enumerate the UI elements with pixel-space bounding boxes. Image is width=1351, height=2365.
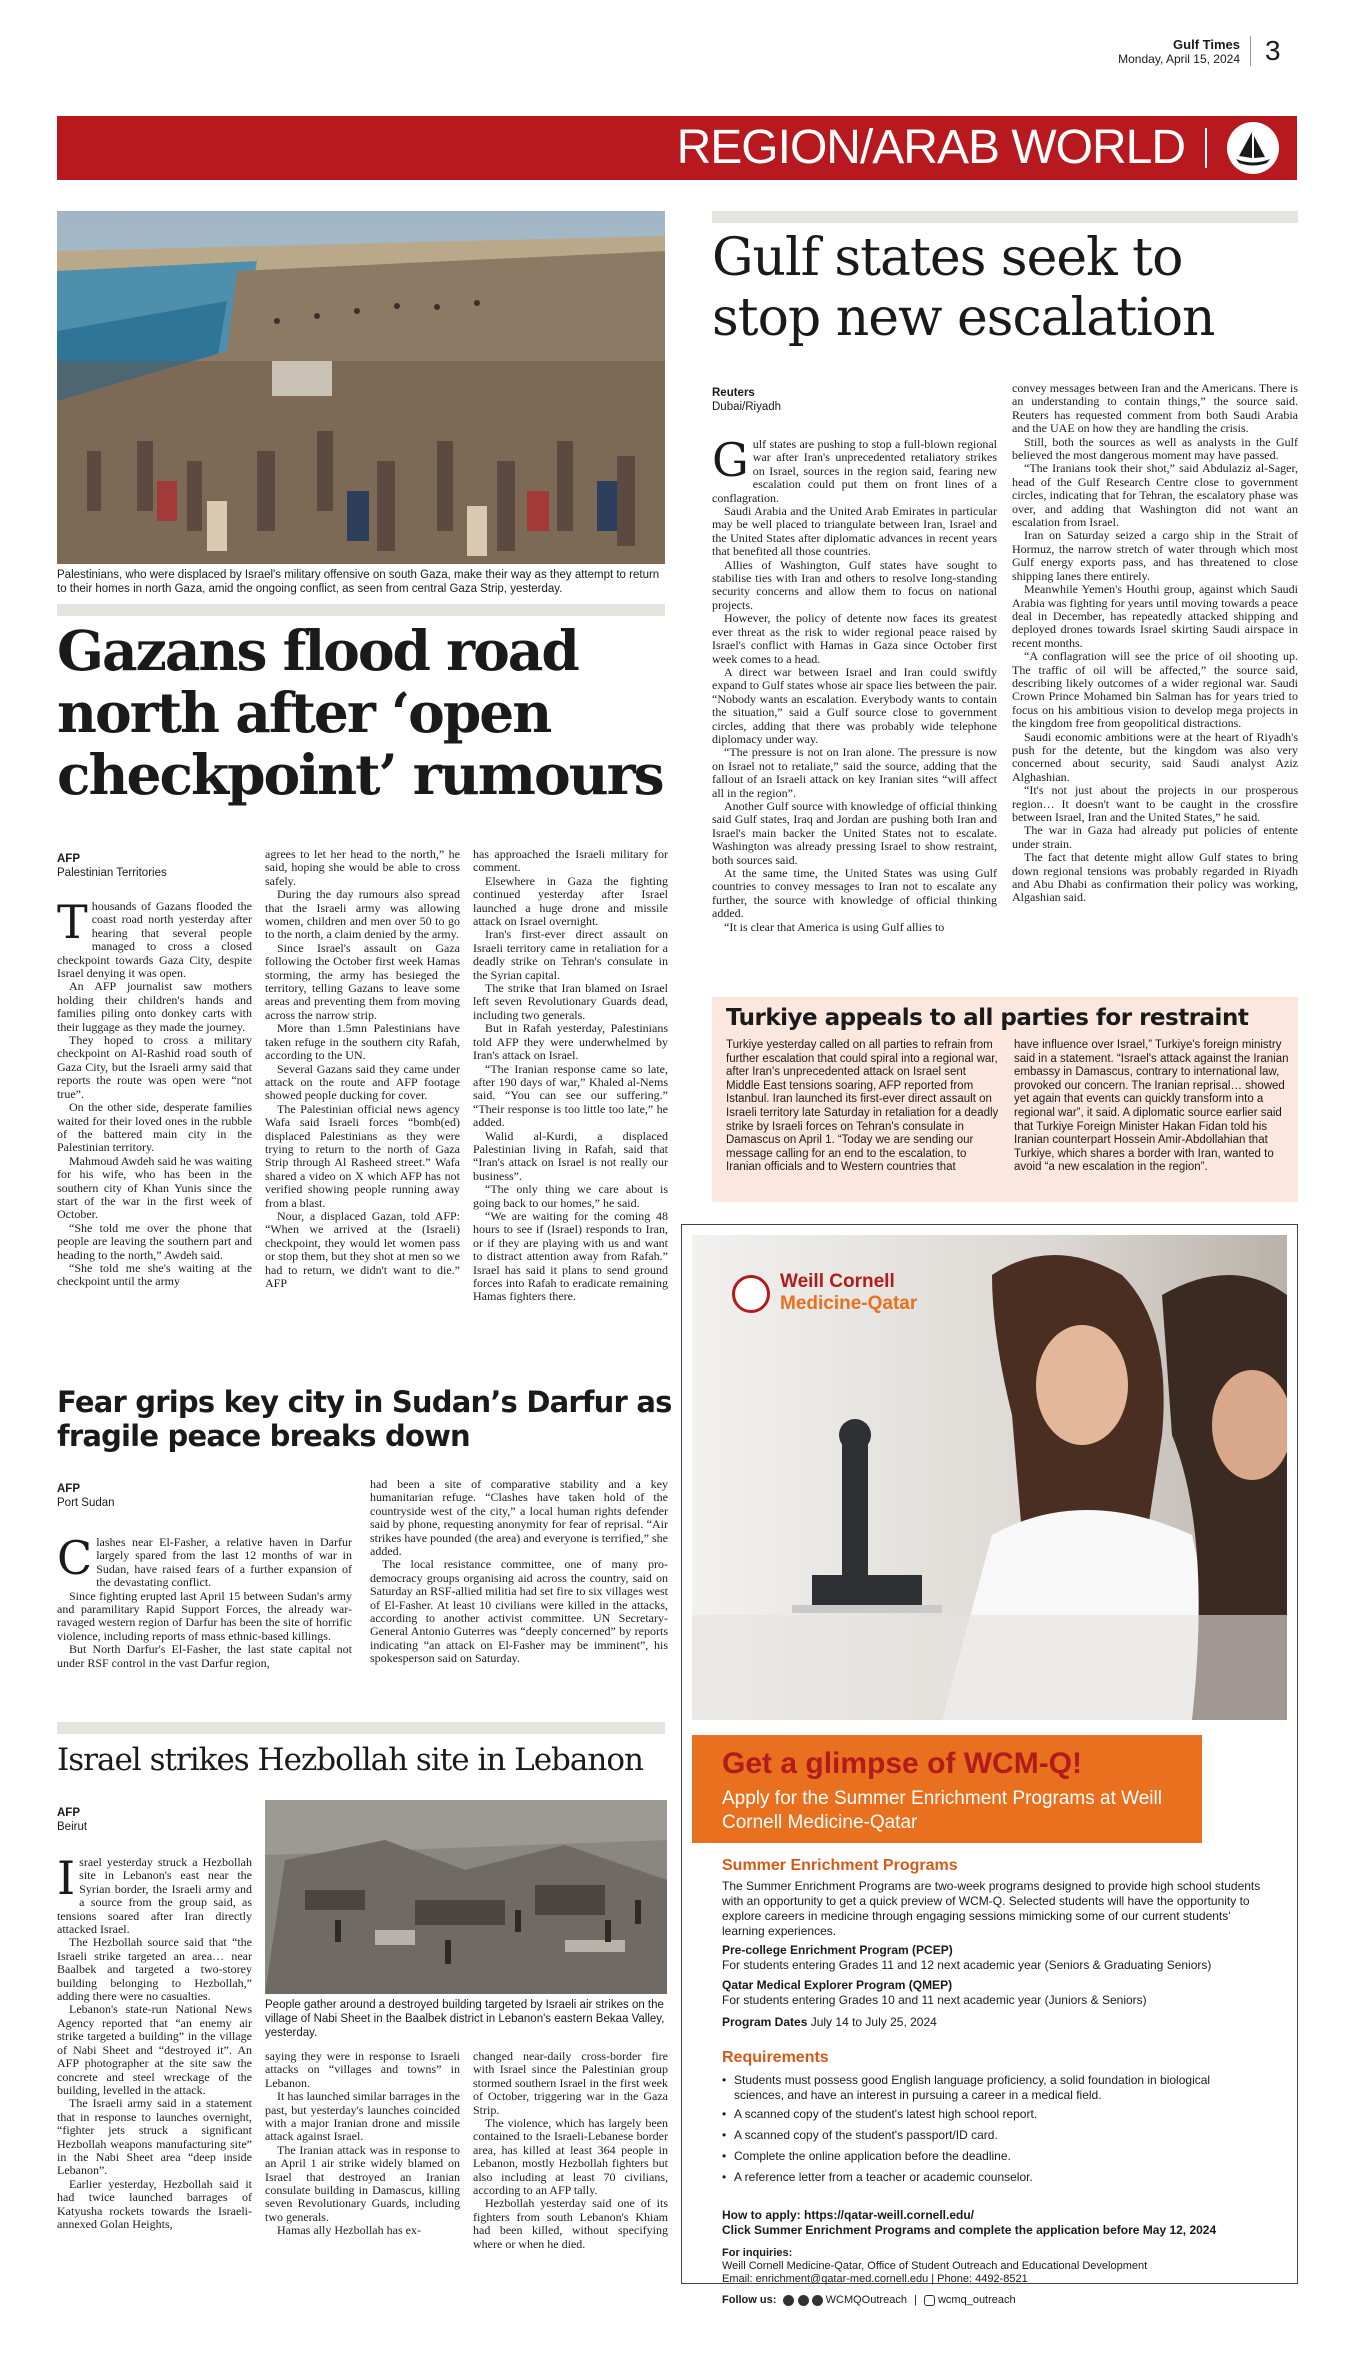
lebanon-photo-caption: People gather around a destroyed building targeted by Israeli air strikes on the village of Nabi Sheet in the Baalbek district in Lebanon's eastern Bekaa Valley, yesterday. (265, 1999, 665, 2039)
pcep-description: For students entering Grades 11 and 12 next academic year (Seniors & Graduating Seniors) (722, 1958, 1212, 1972)
paragraph: The Israeli army said in a statement that in response to launches overnight, “fighter jets struck a significant Hezbollah weapons manufacturing site” in the Nabi Sheet area “deep inside Lebanon”. (57, 2096, 252, 2178)
paragraph: Several Gazans said they came under attack on the route and AFP footage showed people ducking for cover. (265, 1061, 460, 1103)
paragraph: Hezbollah yesterday said one of its fighters from south Lebanon's Khiam had been killed, without specifying where or when he died. (473, 2196, 668, 2251)
ad-subhead: Apply for the Summer Enrichment Programs at Weill Cornell Medicine-Qatar (722, 1788, 1162, 1833)
lebanon-column-1 (57, 1856, 252, 2282)
paragraph: changed near-daily cross-border fire with Israel since the Palestinian group stormed southern Israel in the first week of October, triggering war in the Gaza Strip. (473, 2050, 668, 2117)
gulf-byline-place: Dubai/Riyadh (712, 401, 782, 413)
paragraph: Allies of Washington, Gulf states have sought to stabilise ties with Iran and others to resolve long-standing security concerns and allow them to focus on national projects. (712, 557, 997, 612)
paragraph: The local resistance committee, one of many pro-democracy groups organising aid across the country, said on Saturday an RSF-allied militia had set fire to six villages west of El-Fasher. At least 10 civilians were killed in the attacks, according to another activist committee. UN Secretary-General Antonio Guterres was “deeply concerned” by reports indicating “an attack on El-Fasher may be imminent”, his spokesperson said on Saturday. (370, 1557, 668, 1666)
paragraph: An AFP journalist saw mothers holding their children's hands and families piling onto donkey carts with their luggage as they made the journey. (57, 979, 252, 1034)
qmep-title: Qatar Medical Explorer Program (QMEP) (722, 1978, 953, 1992)
follow-label: Follow us: (722, 2294, 777, 2306)
paragraph: Walid al-Kurdi, a displaced Palestinian living in Rafah, said that “Iran's attack on Israel is not really our business”. (473, 1128, 668, 1183)
lebanon-byline-agency: AFP (57, 1807, 80, 1819)
paragraph: The Iranian attack was in response to an April 1 air strike widely blamed on Israel that destroyed an Iranian consulate building in Damascus, killing seven Revolutionary Guards, including two generals. (265, 2142, 460, 2224)
list-item: • A scanned copy of the student's passport/ID card. (722, 2128, 1262, 2143)
pcep-title: Pre-college Enrichment Program (PCEP) (722, 1943, 953, 1957)
paragraph: The war in Gaza had already put policies of entente under strain. (1012, 823, 1298, 851)
paragraph: However, the policy of detente now faces its greatest ever threat as the risk to wider regional peace raised by Israel's conflict with Hamas in Gaza since October first week comes to a head. (712, 611, 997, 666)
paragraph: convey messages between Iran and the Americans. There is an understanding to contain things,” the source said. Reuters has requested comment from both Saudi Arabia and the UAE on how they are handling the crisis. (1012, 382, 1298, 436)
paragraph: agrees to let her head to the north,” he said, hoping she would be able to cross safely. (265, 848, 460, 888)
paragraph: “The Iranian response came so late, after 190 days of war,” Khaled al-Nems said. “You can see our suffering.” “Their response is too little too late,” he added. (473, 1061, 668, 1130)
wcmq-advertisement[interactable] (681, 1224, 1298, 2306)
dhow-logo-icon (1227, 122, 1279, 174)
section-title: REGION/ARAB WORLD (676, 121, 1185, 174)
wcmq-logo (732, 1271, 972, 1331)
inquiries-line-1: Weill Cornell Medicine-Qatar, Office of Student Outreach and Educational Development (722, 2260, 1148, 2272)
paragraph: srael yesterday struck a Hezbollah site in Lebanon's east near the Syrian border, the Israeli army and a source from the group said, as tensions soared after Iran directly attacked Israel. (57, 1856, 252, 1937)
paragraph: Hamas ally Hezbollah has ex- (277, 2223, 421, 2238)
publication-name: Gulf Times (1173, 37, 1240, 52)
paragraph: They hoped to cross a military checkpoint on Al-Rashid road south of Gaza City, but the Israeli army said that reports the route was open were “not true”. (57, 1033, 252, 1101)
section-rule (712, 211, 1298, 223)
gulf-byline-agency: Reuters (712, 387, 755, 399)
ad-headline: Get a glimpse of WCM-Q! (722, 1747, 1082, 1780)
ad-lab-photo (692, 1235, 1287, 1720)
inquiries-title: For inquiries: (722, 2247, 793, 2259)
paragraph: “We are waiting for the coming 48 hours to see if (Israel) responds to Iran, or if they are playing with us and want to distract attention away from Rafah.” Israel has said it plans to send ground forces into Rafah to eradicate remaining Hamas fighters there. (473, 1208, 668, 1304)
sudan-byline-agency: AFP (57, 1483, 80, 1495)
drop-cap: T (57, 900, 88, 949)
turkiye-column-1: Turkiye yesterday called on all parties to refrain from further escalation that could spiral into a regional war, after Iran's unprecedented attack on Israel sent Middle East tensions soaring, AFP reported from Istanbul. Iran launched its first-ever direct assault on Israeli territory late Saturday in retaliation for a deadly strike by Israeli forces on Tehran's consulate in Damascus on April 1. “Today we are sending our message calling for an end to the escalation, to Iranian officials and to Western countries that (726, 1039, 999, 1174)
requirements-list (722, 2073, 1262, 2185)
gulf-headline: Gulf states seek to stop new escalation (712, 228, 1215, 348)
section-rule (57, 604, 665, 616)
lebanon-headline: Israel strikes Hezbollah site in Lebanon (57, 1742, 643, 1778)
gaza-photo-caption: Palestinians, who were displaced by Israel's military offensive on south Gaza, make their way as they attempt to return to their homes in north Gaza, amid the ongoing conflict, as seen from central Gaza Strip, yesterday. (57, 569, 660, 595)
paragraph: “A conflagration will see the price of oil shooting up. The traffic of oil will be affected,” the source said, describing likely outcomes of a wider regional war. Saudi Crown Prince Mohamed bin Salman has for years tried to focus on his ambitious vision to develop mega projects in the kingdom free from geopolitical distractions. (1012, 649, 1298, 731)
paragraph: The fact that detente might allow Gulf states to bring down regional tensions was probably regarded in Riyadh and Abu Dhabi as confirmation their policy was working, Algashian said. (1012, 850, 1298, 905)
paragraph: Another Gulf source with knowledge of official thinking said Gulf states, Iraq and Jordan are pushing both Iran and Israel's main backer the United States not to escalate. Washington was already pressing Israel to show restraint, both sources said. (712, 798, 997, 867)
paragraph: But in Rafah yesterday, Palestinians told AFP they were underwhelmed by Iran's attack on Israel. (473, 1021, 668, 1063)
paragraph: Mahmoud Awdeh said he was waiting for his wife, who has been in the southern city of Khan Yunis since the start of the war in the first week of October. (57, 1153, 252, 1222)
paragraph: “It's not just about the projects in our prosperous region… It doesn't want to be caught in the crossfire between Israel, Iran and the United States,” he said. (1012, 783, 1298, 824)
drop-cap: I (57, 1856, 76, 1905)
section-rule (57, 1722, 665, 1734)
paragraph: has approached the Israeli military for comment. (473, 848, 668, 875)
paragraph: saying they were in response to Israeli attacks on “villages and towns” in Lebanon. (265, 2050, 460, 2090)
paragraph: Saudi Arabia and the United Arab Emirates in particular may be well placed to triangulate between Iran, Israel and the United States after diplomatic advances in recent years that benefited all those countries. (712, 504, 997, 559)
paragraph: Since Israel's assault on Gaza following the October first week Hamas storming, the army has besieged the territory, telling Gazans to leave some areas and preventing them from moving across the narrow strip. (265, 940, 460, 1022)
gaza-byline-place: Palestinian Territories (57, 867, 167, 879)
programs-title: Summer Enrichment Programs (722, 1857, 958, 1874)
apply-link[interactable]: How to apply: https://qatar-weill.cornell.edu/ (722, 2208, 975, 2222)
gaza-column-2 (265, 848, 460, 1370)
paragraph: It has launched similar barrages in the past, but yesterday's launches coincided with a major Iranian drone and missile attack against Israel. (265, 2089, 460, 2144)
sudan-column-1 (57, 1536, 352, 1732)
list-item: • A reference letter from a teacher or academic counselor. (722, 2170, 1262, 2185)
paragraph: “It is clear that America is using Gulf allies to (724, 919, 945, 934)
follow-handle-1[interactable]: WCMQOutreach (825, 2294, 907, 2306)
paragraph: Lebanon's state-run National News Agency reported that “an enemy air strike targeted a building” in the village of Nabi Sheet and “destroyed it”. An AFP photographer at the site saw the concrete and steel wreckage of the building, levelled in the attack. (57, 2002, 252, 2097)
follow-handle-2[interactable]: wcmq_outreach (937, 2294, 1016, 2306)
paragraph: Since fighting erupted last April 15 between Sudan's army and paramilitary Rapid Support Forces, the already war-ravaged western region of Darfur has been the site of horrific violence, including reports of mass ethnic-based killings. (57, 1588, 352, 1643)
paragraph: “She told me over the phone that people are leaving the southern part and heading to the north,” Awdeh said. (57, 1220, 252, 1262)
paragraph: On the other side, desperate families waited for their loved ones in the rubble of the battered main city in the Palestinian territory. (57, 1100, 252, 1155)
paragraph: “The pressure is not on Iran alone. The pressure is now on Israel not to retaliate,” said the source, adding that the fallout of an Israeli attack on key Iranian sites “will affect all in the region”. (712, 745, 997, 800)
paragraph: The violence, which has largely been contained to the Israeli-Lebanese border area, has killed at least 364 people in Lebanon, mostly Hezbollah fighters but also including at least 70 civilians, according to an AFP tally. (473, 2116, 668, 2198)
gaza-byline-agency: AFP (57, 853, 80, 865)
program-dates-value: July 14 to July 25, 2024 (810, 2015, 937, 2029)
requirements-title: Requirements (722, 2049, 829, 2066)
banner-divider (1205, 128, 1207, 168)
gaza-headline: Gazans flood road north after ‘open checkpoint’ rumours (57, 618, 663, 807)
gaza-column-3 (473, 848, 668, 1370)
lebanon-byline-place: Beirut (57, 1821, 88, 1833)
list-item: • A scanned copy of the student's latest high school report. (722, 2107, 1262, 2122)
list-item: • Students must possess good English language proficiency, a solid foundation in biological sciences, and have an interest in pursuing a career in a medical field. (722, 2073, 1262, 2103)
instagram-icon[interactable] (924, 2295, 935, 2306)
page-number: 3 (1250, 36, 1300, 66)
facebook-icon[interactable] (798, 2295, 809, 2306)
wcmq-brand-line1: Weill Cornell (780, 1271, 895, 1292)
paragraph: During the day rumours also spread that the Israeli army was allowing women, children and men over 50 to go to the north, a claim denied by the army. (265, 887, 460, 942)
apply-instruction: Click Summer Enrichment Programs and complete the application before May 12, 2024 (722, 2223, 1217, 2237)
drop-cap: G (712, 438, 749, 487)
inquiries-line-2: Email: enrichment@qatar-med.cornell.edu | Phone: 4492-8521 (722, 2273, 1028, 2285)
paragraph: lashes near El-Fasher, a relative haven in Darfur largely spared from the last 12 months of war in Sudan, have raised fears of a further expansion of the devastating conflict. (96, 1536, 352, 1590)
social-follow: Follow us: WCMQOutreach | wcmq_outreach (722, 2294, 1016, 2306)
paragraph: ulf states are pushing to stop a full-blown regional war after Iran's unprecedented retaliatory strikes on Israel, sources in the region said, fearing new escalation could put them on front lines of a conflagration. (712, 438, 997, 505)
paragraph: housands of Gazans flooded the coast road north yesterday after hearing that several people managed to cross a closed checkpoint towards Gaza City, despite Israel denying it was open. (57, 900, 252, 981)
paragraph: had been a site of comparative stability and a key humanitarian refuge. “Clashes have taken hold of the countryside west of the city,” a local human rights defender said by phone, requesting anonymity for fear of reprisal. “Air strikes have pounded (the area) and everyone is terrified,” she added. (370, 1478, 668, 1559)
cornell-seal-icon (732, 1275, 770, 1313)
sudan-byline-place: Port Sudan (57, 1497, 115, 1509)
twitter-icon[interactable] (783, 2295, 794, 2306)
program-dates-label: Program Dates (722, 2015, 808, 2029)
paragraph: More than 1.5mn Palestinians have taken refuge in the southern city Rafah, according to the UN. (265, 1021, 460, 1063)
paragraph: The Palestinian official news agency Wafa said Israeli forces “bomb(ed) displaced Palestinians as they were trying to return to the north of Gaza Strip through Al Rasheed street.” Wafa shared a video on X which AFP has not verified showing people running away from a blast. (265, 1101, 460, 1210)
turkiye-headline: Turkiye appeals to all parties for restraint (726, 1005, 1249, 1031)
youtube-icon[interactable] (812, 2295, 823, 2306)
lebanon-column-2 (265, 2050, 460, 2282)
list-item: • Complete the online application before the deadline. (722, 2149, 1262, 2164)
wcmq-brand-line2: Medicine-Qatar (780, 1293, 918, 1314)
lebanon-photo (265, 1800, 667, 1994)
paragraph: Meanwhile Yemen's Houthi group, against which Saudi Arabia was fighting for years until moving towards a peace deal in December, has repeatedly attacked shipping and deployed drones towards Israel skirting Saudi airspace in recent months. (1012, 582, 1298, 650)
paragraph: “The only thing we care about is going back to our homes,” he said. (473, 1182, 668, 1210)
ad-orange-banner (692, 1735, 1202, 1843)
paragraph: Saudi economic ambitions were at the heart of Riyadh's push for the detente, but the kingdom was also very concerned about security, said Saudi analyst Aziz Alghashian. (1012, 729, 1298, 784)
qmep-description: For students entering Grades 10 and 11 next academic year (Juniors & Seniors) (722, 1993, 1147, 2007)
gulf-column-1 (712, 438, 997, 990)
publication-date: Monday, April 15, 2024 (1118, 52, 1240, 66)
paragraph: A direct war between Israel and Iran could swiftly expand to Gulf states whose air space lies between the pair. “Nobody wants an escalation. Everybody wants to contain the situation,” said a Gulf source close to government circles, adding that there was probably wide telephone diplomacy under way. (712, 664, 997, 746)
paragraph: “She told me she's waiting at the checkpoint until the army (57, 1260, 252, 1289)
gaza-column-1 (57, 900, 252, 1370)
paragraph: Iran on Saturday seized a cargo ship in the Strait of Hormuz, the narrow stretch of water through which most Gulf energy exports pass, and has threatened to close shipping lanes there entirely. (1012, 528, 1298, 583)
paragraph: Earlier yesterday, Hezbollah said it had twice launched barrages of Katyusha rockets towards the Israeli-annexed Golan Heights, (57, 2176, 252, 2231)
paragraph: “The Iranians took their shot,” said Abdulaziz al-Sager, head of the Gulf Research Centre close to government circles, indicating that for Tehran, the escalatory phase was over, and adding that Washington did not want an escalation from Israel. (1012, 461, 1298, 530)
gaza-photo (57, 211, 665, 564)
paragraph: Nour, a displaced Gazan, told AFP: “When we arrived at the (Israeli) checkpoint, they would let women pass or stop them, but they shot at men so we had to return, we didn't want to die.” AFP (265, 1208, 460, 1290)
lebanon-column-3 (473, 2050, 668, 2282)
turkiye-box (712, 997, 1298, 1202)
drop-cap: C (57, 1536, 93, 1585)
program-dates (722, 2015, 937, 2029)
paragraph: The strike that Iran blamed on Israel left seven Revolutionary Guards dead, including two generals. (473, 981, 668, 1022)
paragraph: Iran's first-ever direct assault on Israeli territory came in retaliation for a deadly strike on Tehran's consulate in the Syrian capital. (473, 927, 668, 982)
paragraph: At the same time, the United States was using Gulf countries to convey messages to Iran not to escalate any further, the source with knowledge of official thinking added. (712, 866, 997, 921)
sudan-column-2 (370, 1478, 668, 1732)
gulf-column-2 (1012, 382, 1298, 990)
paragraph: The Hezbollah source said that “the Israeli strike targeted an area… near Baalbek and targeted a two-storey building belonging to Hezbollah,” adding there were no casualties. (57, 1935, 252, 2004)
paragraph: But North Darfur's El-Fasher, the last state capital not under RSF control in the vast Darfur region, (57, 1642, 352, 1670)
paragraph: Elsewhere in Gaza the fighting continued yesterday after Israel launched a huge drone and missile attack on Israel overnight. (473, 873, 668, 929)
turkiye-column-2: have influence over Israel,” Turkiye's foreign ministry said in a statement. “Israel's attack against the Iranian embassy in Damascus, contrary to international law, provoked our concern. The Iranian reprisal… showed yet again that events can quickly transform into a regional war”, it said. A diplomatic source earlier said that Turkiye Foreign Minister Hakan Fidan told his Iranian counterpart Hossein Amir-Abdollahian that Turkiye, which shares a border with Iran, wanted to avoid “a new escalation in the region”. (1014, 1039, 1289, 1174)
paragraph: Still, both the sources as well as analysts in the Gulf believed the most dangerous moment may have passed. (1012, 434, 1298, 463)
programs-intro: The Summer Enrichment Programs are two-week programs designed to provide high school students with an opportunity to get a quick preview of WCM-Q. Selected students will have the opportunity to explore careers in medicine through engaging sessions mimicking some of our current students' learning experiences. (722, 1879, 1261, 1938)
sudan-headline: Fear grips key city in Sudan’s Darfur as fragile peace breaks down (57, 1385, 672, 1453)
section-banner (57, 116, 1297, 180)
